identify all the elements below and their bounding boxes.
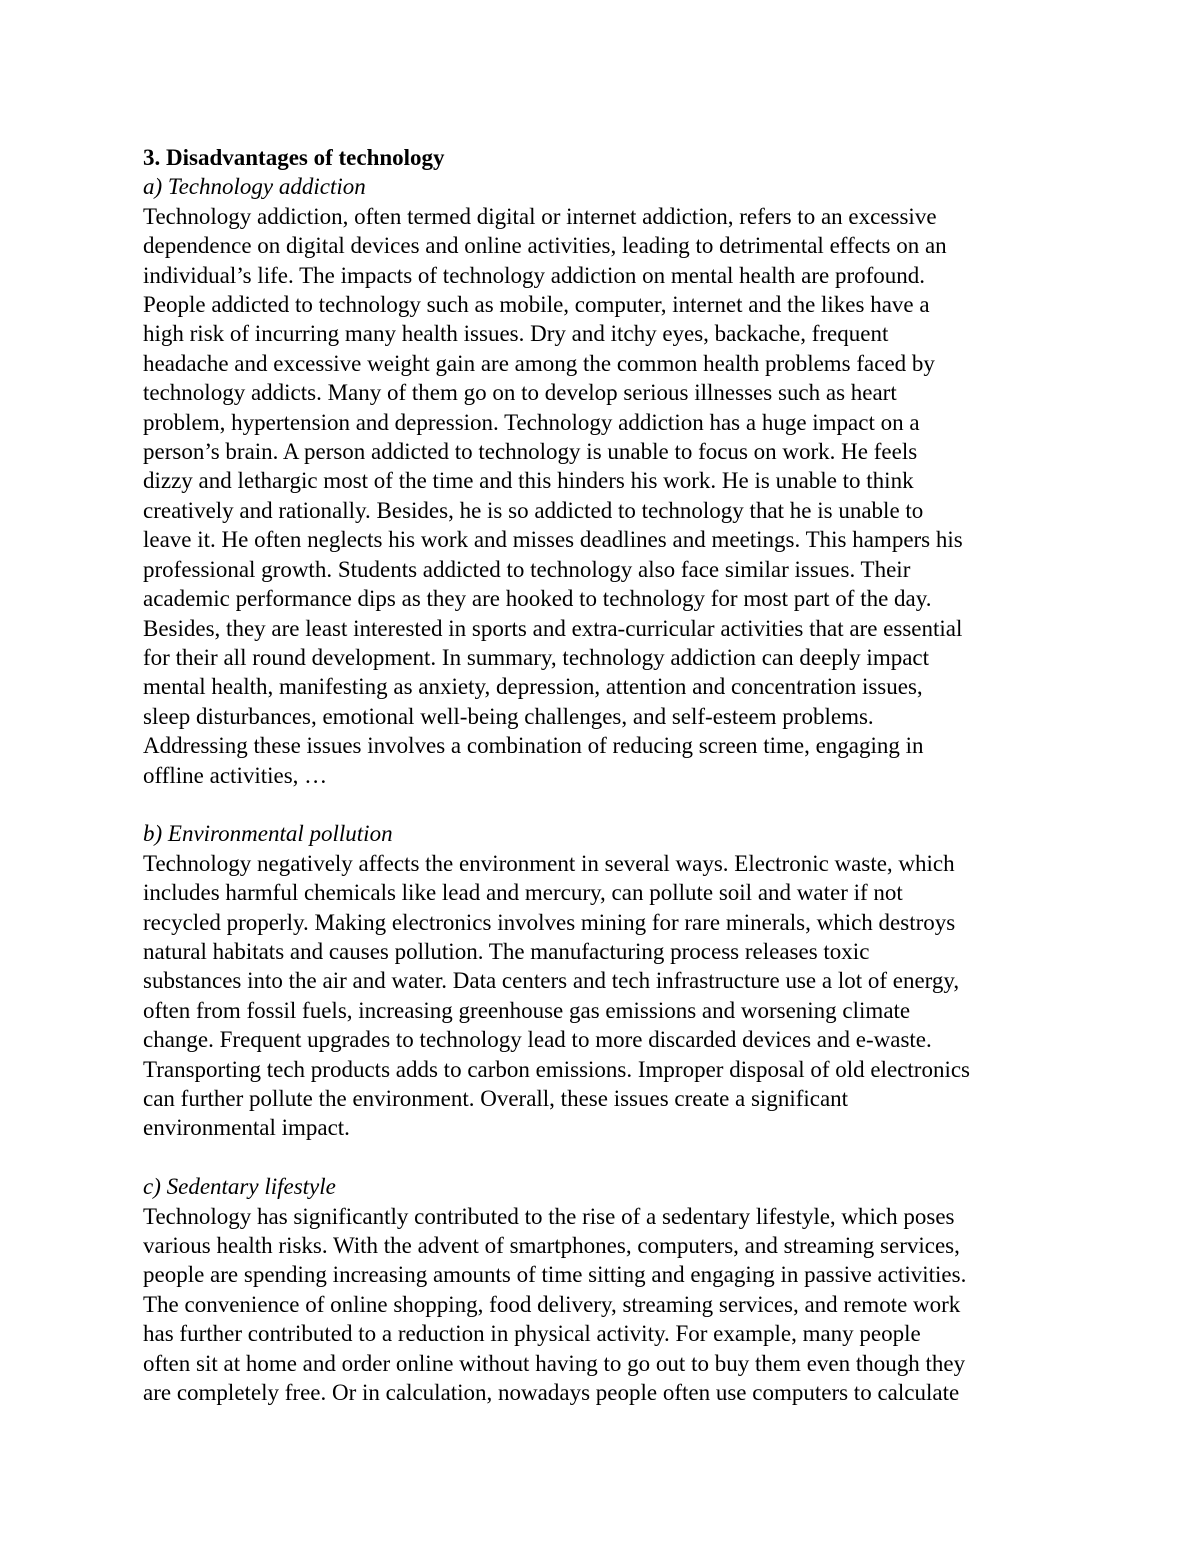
section-heading: 3. Disadvantages of technology bbox=[143, 145, 445, 170]
subsection-title: a) Technology addiction bbox=[143, 174, 366, 200]
subsection-technology-addiction bbox=[143, 172, 1063, 790]
subsection-body: Technology negatively affects the environment in several ways. Electronic waste, which includes harmful chemicals like lead and mercury, can pollute soil and water if not recycled properly. Making electronics involves mining for rare minerals, which destroys natural habitats and causes pollution. The manufacturing process releases toxic substances into the air and water. Data centers and tech infrastructure use a lot of energy, often from fossil fuels, increasing greenhouse gas emissions and worsening climate change. Frequent upgrades to technology lead to more discarded devices and e-waste. Transporting tech products adds to carbon emissions. Improper disposal of old electronics can further pollute the environment. Overall, these issues create a significant environmental impact. bbox=[143, 850, 971, 1141]
subsection-title: b) Environmental pollution bbox=[143, 821, 393, 847]
subsection-body: Technology has significantly contributed to the rise of a sedentary lifestyle, which poses various health risks. With the advent of smartphones, computers, and streaming services, people are spending increasing amounts of time sitting and engaging in passive activities. The convenience of online shopping, food delivery, streaming services, and remote work has further contributed to a reduction in physical activity. For example, many people often sit at home and order online without having to go out to buy them even though they are completely free. Or in calculation, nowadays people often use computers to calculate bbox=[143, 1203, 967, 1406]
subsection-environmental-pollution bbox=[143, 819, 1063, 1142]
subsection-body: Technology addiction, often termed digital or internet addiction, refers to an excessive dependence on digital devices and online activities, leading to detrimental effects on an individual’s life. The impacts of technology addiction on mental health are profound. People addicted to technology such as mobile, computer, internet and the likes have a high risk of incurring many health issues. Dry and itchy eyes, backache, frequent headache and excessive weight gain are among the common health problems faced by technology addicts. Many of them go on to develop serious illnesses such as heart problem, hypertension and depression. Technology addiction has a huge impact on a person’s brain. A person addicted to technology is unable to focus on work. He feels dizzy and lethargic most of the time and this hinders his work. He is unable to think creatively and rationally. Besides, he is so addicted to technology that he is unable to leave it. He often neglects his work and misses deadlines and meetings. This hampers his professional growth. Students addicted to technology also face similar issues. Their academic performance dips as they are hooked to technology for most part of the day. Besides, they are least interested in sports and extra-curricular activities that are essential for their all round development. In summary, technology addiction can deeply impact mental health, manifesting as anxiety, depression, attention and concentration issues, sleep disturbances, emotional well-being challenges, and self-esteem problems. Addressing these issues involves a combination of reducing screen time, engaging in offline activities, … bbox=[143, 203, 963, 788]
subsection-title: c) Sedentary lifestyle bbox=[143, 1174, 336, 1200]
subsection-sedentary-lifestyle bbox=[143, 1172, 1063, 1407]
document-content bbox=[143, 143, 1063, 1407]
